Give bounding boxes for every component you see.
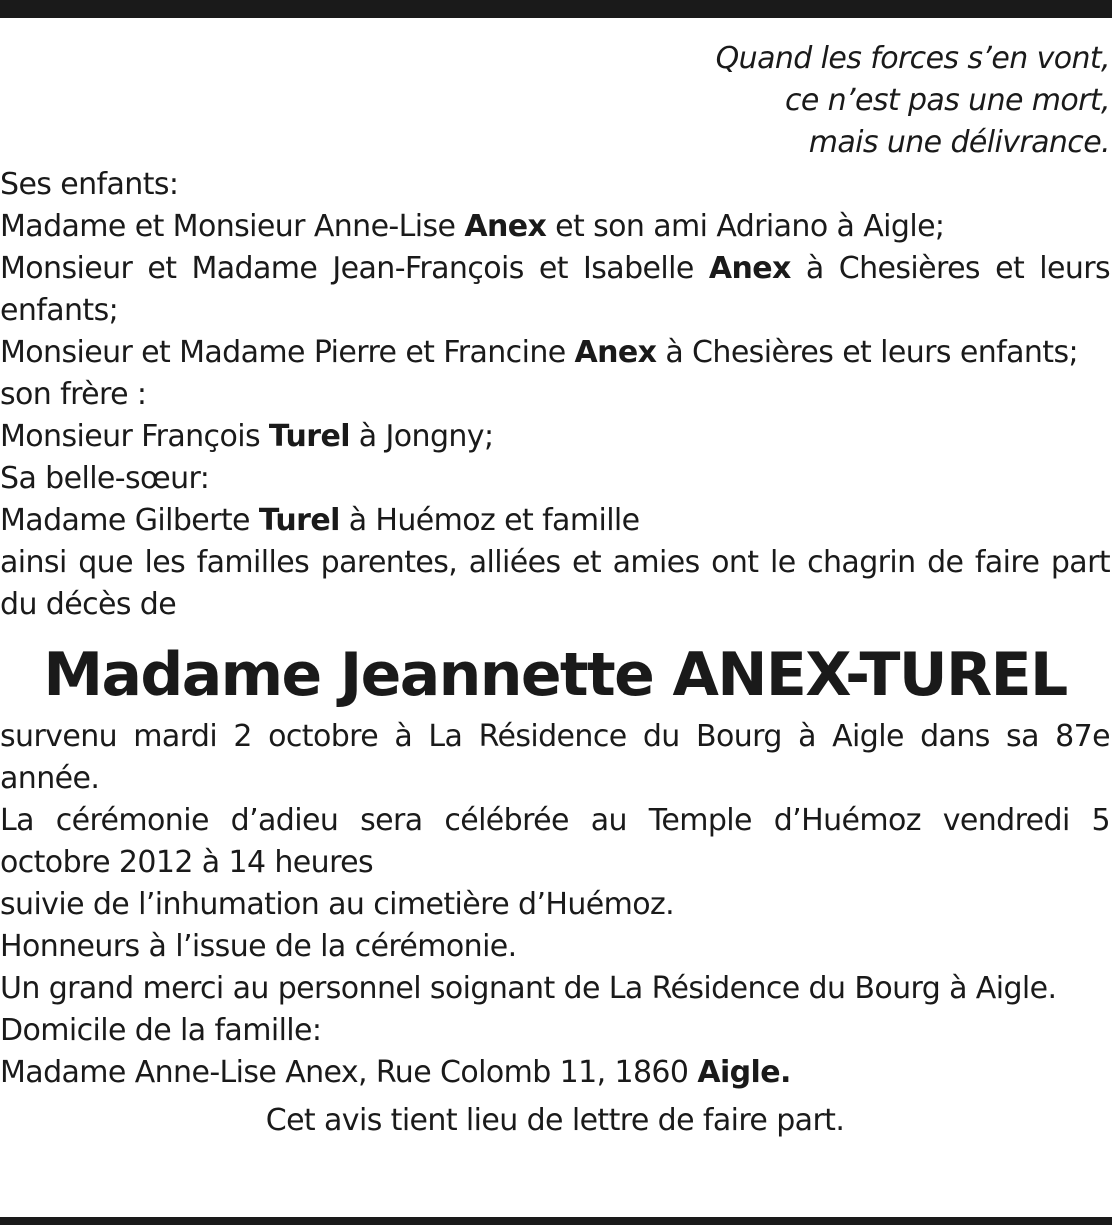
family-surname: Anex [574,335,657,370]
quote-line: mais une délivrance. [808,125,1110,160]
announcement-text: ainsi que les familles parentes, alliées et amies ont le chagrin de faire part du décès de [0,545,1110,622]
domicile-address: Madame Anne-Lise Anex, Rue Colomb 11, 1860 Aigle. [0,1055,791,1090]
sister-in-law-heading: Sa belle-sœur: [0,461,210,496]
quote-line: ce n’est pas une mort, [784,83,1110,118]
family-member-line: Monsieur et Madame Pierre et Francine Anex à Chesières et leurs enfants; [0,335,1078,370]
ceremony-details: La cérémonie d’adieu sera célébrée au Temple d’Huémoz vendredi 5 octobre 2012 à 14 heures [0,803,1110,880]
thanks-text: Un grand merci au personnel soignant de La Résidence du Bourg à Aigle. [0,971,1057,1006]
deceased-name: Madame Jeannette ANEX-TUREL [43,640,1067,710]
brother-heading: son frère : [0,377,147,412]
family-surname: Turel [268,419,350,454]
bottom-rule [0,1217,1112,1225]
epigraph-quote [0,38,1110,164]
domicile-town: Aigle. [697,1055,791,1090]
children-heading: Ses enfants: [0,167,179,202]
obituary-notice [0,38,1110,1142]
family-member-line: Madame et Monsieur Anne-Lise Anex et son ami Adriano à Aigle; [0,209,945,244]
family-member-line: Monsieur François Turel à Jongny; [0,419,494,454]
family-surname: Anex [708,251,791,286]
honours-details: Honneurs à l’issue de la cérémonie. [0,929,517,964]
closing-note: Cet avis tient lieu de lettre de faire part. [265,1103,845,1138]
family-member-line: Madame Gilberte Turel à Huémoz et famille [0,503,640,538]
family-surname: Anex [464,209,547,244]
domicile-heading: Domicile de la famille: [0,1013,322,1048]
quote-line: Quand les forces s’en vont, [715,41,1110,76]
family-surname: Turel [258,503,340,538]
top-rule [0,0,1112,18]
family-member-line: Monsieur et Madame Jean-François et Isabelle Anex à Chesières et leurs enfants; [0,251,1111,328]
death-details: survenu mardi 2 octobre à La Résidence du Bourg à Aigle dans sa 87e année. [0,719,1110,796]
burial-details: suivie de l’inhumation au cimetière d’Huémoz. [0,887,675,922]
